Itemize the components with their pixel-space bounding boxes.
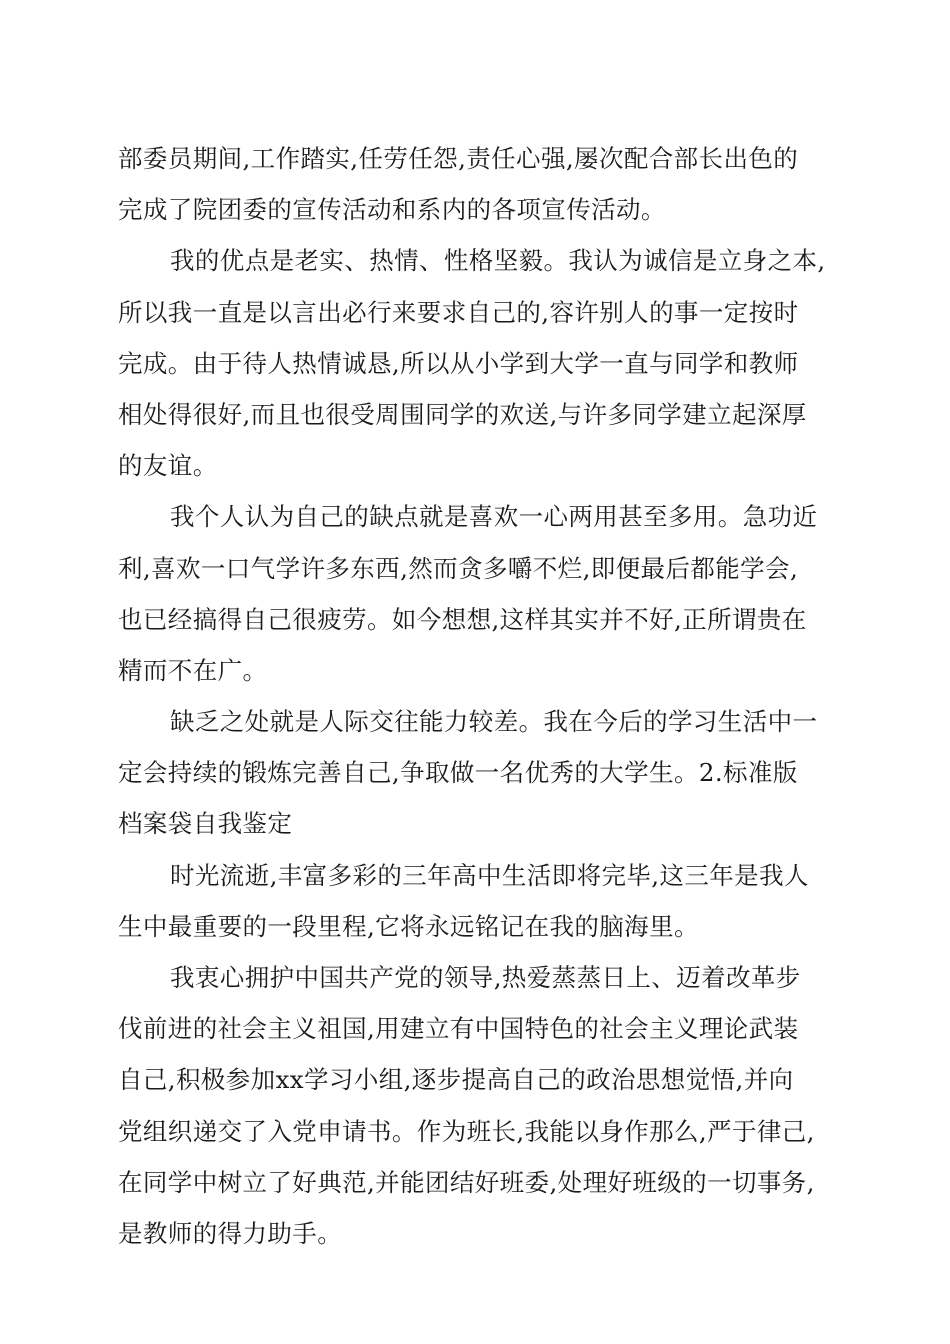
text-line: 缺乏之处就是人际交往能力较差。我在今后的学习生活中一 — [170, 707, 818, 737]
text-line: 相处得很好,而且也很受周围同学的欢送,与许多同学建立起深厚 — [118, 399, 807, 429]
text-line: 的友谊。 — [118, 451, 218, 481]
text-line: 生中最重要的一段里程,它将永远铭记在我的脑海里。 — [118, 911, 699, 941]
text-line: 伐前进的社会主义祖国,用建立有中国特色的社会主义理论武装 — [118, 1014, 799, 1044]
text-line: 定会持续的锻炼完善自己,争取做一名优秀的大学生。2.标准版 — [118, 758, 798, 788]
text-line: 自己,积极参加xx学习小组,逐步提高自己的政治思想觉悟,并向 — [118, 1065, 794, 1095]
text-line: 在同学中树立了好典范,并能团结好班委,处理好班级的一切事务, — [118, 1167, 815, 1197]
text-line: 完成了院团委的宣传活动和系内的各项宣传活动。 — [118, 195, 666, 225]
text-line: 是教师的得力助手。 — [118, 1218, 343, 1248]
text-line: 利,喜欢一口气学许多东西,然而贪多嚼不烂,即便最后都能学会, — [118, 553, 799, 583]
text-line: 精而不在广。 — [118, 655, 268, 685]
text-line: 档案袋自我鉴定 — [118, 809, 293, 839]
text-line: 也已经搞得自己很疲劳。如今想想,这样其实并不好,正所谓贵在 — [118, 604, 807, 634]
text-line: 所以我一直是以言出必行来要求自己的,容许别人的事一定按时 — [118, 297, 799, 327]
text-line: 我个人认为自己的缺点就是喜欢一心两用甚至多用。急功近 — [170, 502, 818, 532]
document-body — [118, 133, 838, 1259]
text-line: 时光流逝,丰富多彩的三年高中生活即将完毕,这三年是我人 — [170, 860, 809, 890]
text-line: 我的优点是老实、热情、性格坚毅。我认为诚信是立身之本, — [170, 246, 826, 276]
text-line: 我衷心拥护中国共产党的领导,热爱蒸蒸日上、迈着改革步 — [170, 963, 801, 992]
text-line: 党组织递交了入党申请书。作为班长,我能以身作那么,严于律己, — [118, 1116, 815, 1146]
text-line: 完成。由于待人热情诚恳,所以从小学到大学一直与同学和教师 — [118, 348, 799, 378]
text-line: 部委员期间,工作踏实,任劳任怨,责任心强,屡次配合部长出色的 — [118, 144, 799, 173]
